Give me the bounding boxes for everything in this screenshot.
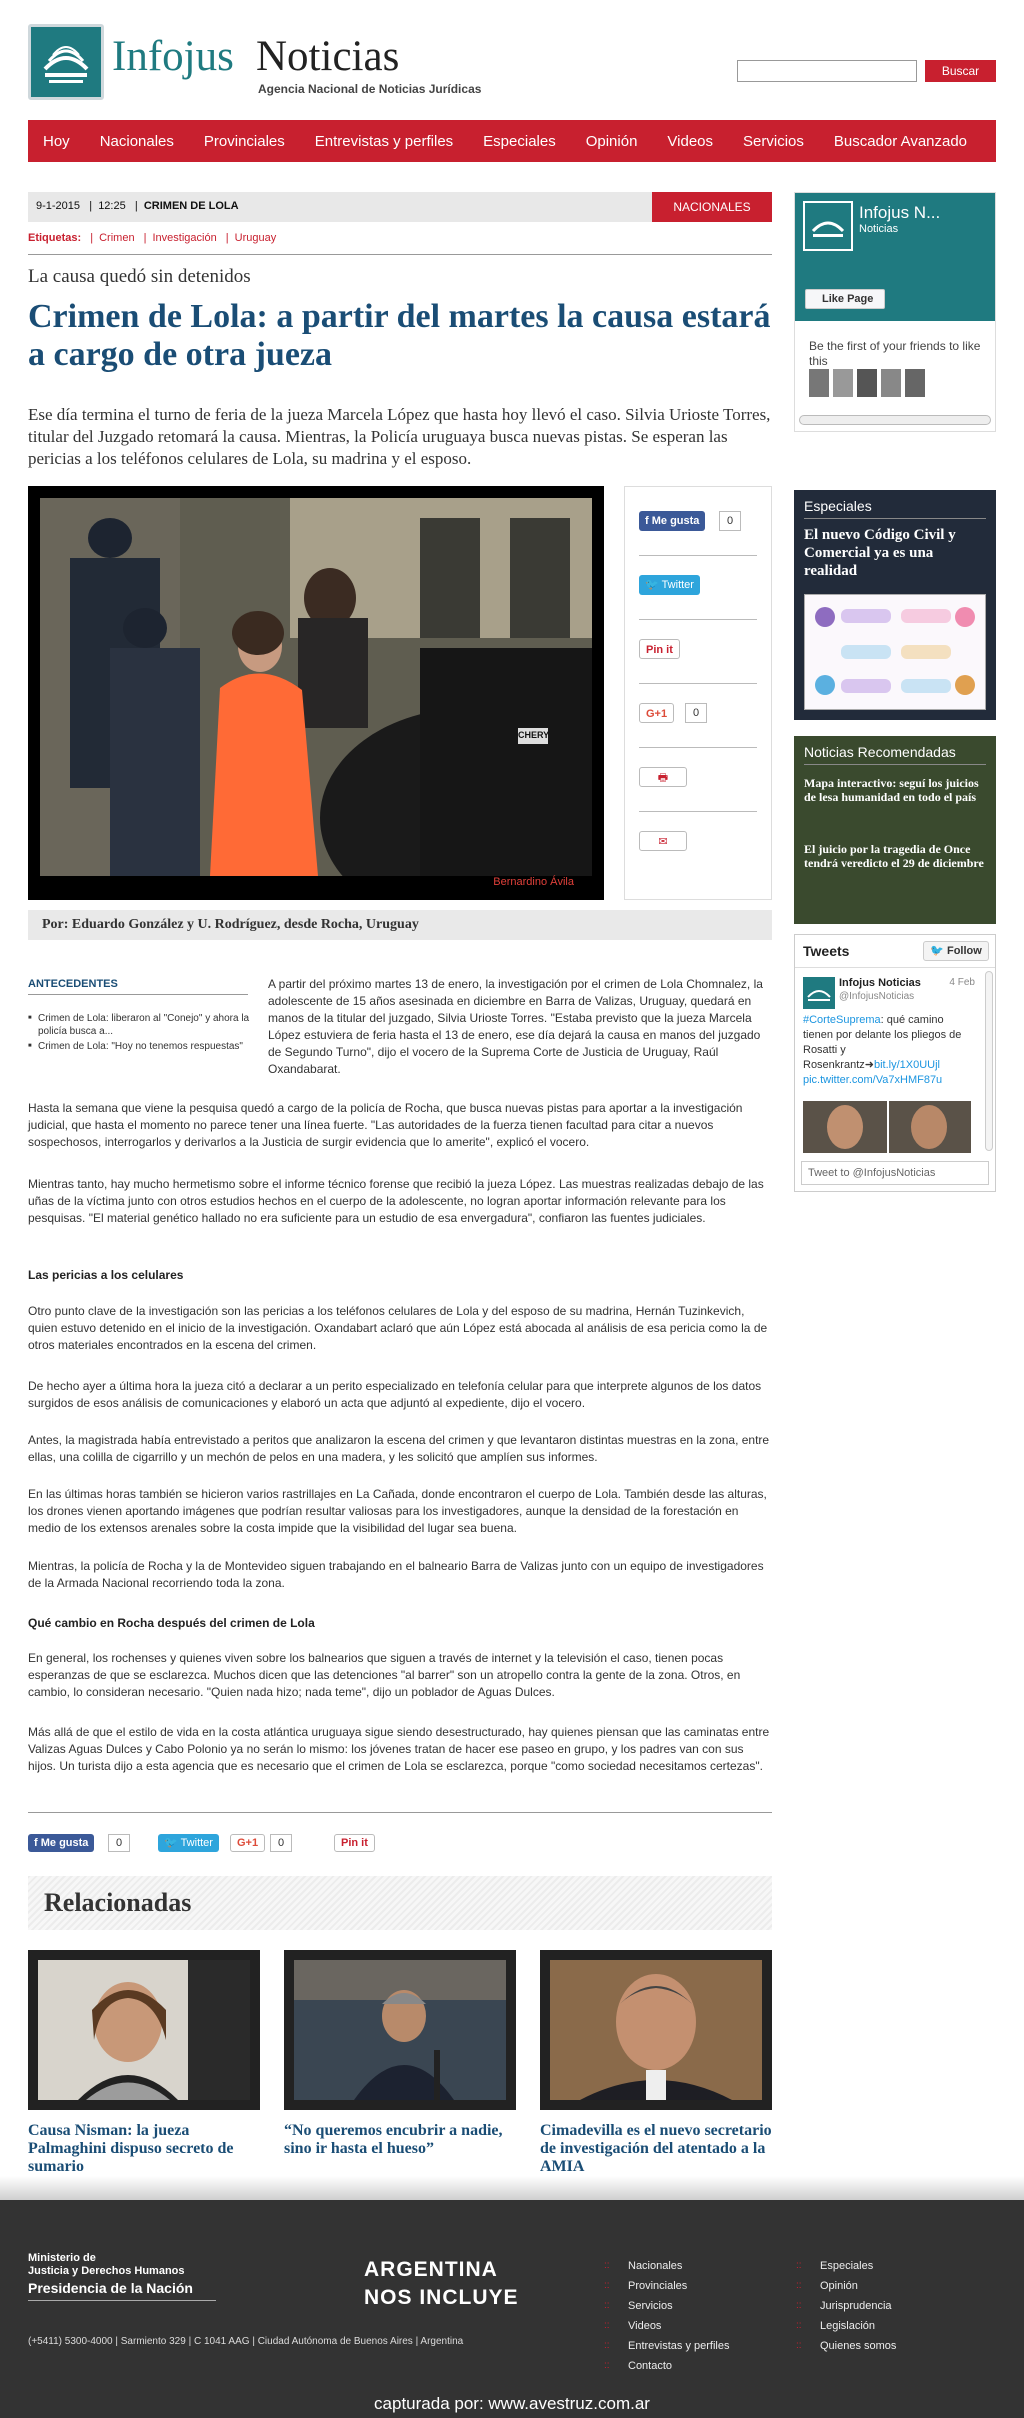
facebook-like-page-button[interactable]: Like Page xyxy=(805,289,885,309)
tweet-text: #CorteSuprema: qué camino tienen por delante los pliegos de Rosatti y Rosenkrantz➜bit.ly/1X0UUjl pic.twitter.com/Va7xHMF87u xyxy=(803,1014,962,1086)
logo-subtitle: Agencia Nacional de Noticias Jurídicas xyxy=(258,82,482,96)
google-plus-button[interactable]: G+1 xyxy=(230,1834,265,1852)
divider xyxy=(639,555,757,556)
logo-text-noticias[interactable]: Noticias xyxy=(256,33,400,80)
tweet-link[interactable]: bit.ly/1X0UUjl xyxy=(873,1059,940,1071)
tags-label: Etiquetas: xyxy=(28,232,82,244)
article-paragraph: A partir del próximo martes 13 de enero, la investigación por el crimen de Lola Chomnalez, la adolescente de 15 años asesinada en diciembre en Barra de Valizas, Uruguay, quedará en manos de la titular del juzgado, Silvia Urioste Torres. "Estaba previsto que la jueza Marcela López estuviera de feria hasta el 13 de enero, ese día dejará la causa en manos del juzgado de Segundo Turno", dijo el vocero de la Suprema Corte de Justicia de Uruguay, Raúl Oxandabarat. xyxy=(268,977,763,1076)
divider xyxy=(639,811,757,812)
article-paragraph: Mientras tanto, hay mucho hermetismo sobre el informe técnico forense que recibió la jueza López. Las muestras realizadas debajo de las uñas de la víctima junto con otros estudios hechos en el cuerpo de la adolescente, no logran aportar información relevante para los pesquisas. "El material genético hallado no era suficiente para un estudio de esa envergadura", confiaron las fuentes judiciales. xyxy=(28,1177,764,1225)
divider xyxy=(804,764,986,765)
avatar[interactable] xyxy=(809,369,829,397)
google-plus-button[interactable]: G+1 xyxy=(639,703,674,723)
article-kicker: La causa quedó sin detenidos xyxy=(28,266,251,287)
twitter-icon: 🐦 xyxy=(930,945,944,957)
nav-item-nacionales[interactable]: Nacionales xyxy=(99,132,174,150)
footer-link[interactable]: Quienes somos xyxy=(820,2340,897,2352)
especiales-image[interactable] xyxy=(804,594,986,710)
avatar[interactable] xyxy=(857,369,877,397)
nav-item-entrevistas[interactable]: Entrevistas y perfiles xyxy=(314,132,454,150)
twitter-button[interactable]: 🐦 Twitter xyxy=(639,575,700,595)
share-column xyxy=(624,486,772,900)
nav-item-provinciales[interactable]: Provinciales xyxy=(203,132,285,150)
byline-bar xyxy=(28,910,772,940)
tweet-link[interactable]: pic.twitter.com/Va7xHMF87u xyxy=(803,1074,943,1086)
bullet-icon: :: xyxy=(796,2260,802,2271)
google-plus-count: 0 xyxy=(685,703,707,723)
divider xyxy=(28,2300,216,2301)
related-image[interactable] xyxy=(28,1950,260,2110)
antecedentes-title: ANTECEDENTES xyxy=(28,978,118,990)
twitter-follow-button[interactable]: 🐦 Follow xyxy=(923,941,989,961)
footer-link[interactable]: Opinión xyxy=(820,2280,858,2292)
footer-address: (+5411) 5300-4000 | Sarmiento 329 | C 1041 AAG | Ciudad Autónoma de Buenos Aires | Argentina xyxy=(28,2336,464,2347)
facebook-icon: f xyxy=(645,515,652,527)
footer-link[interactable]: Contacto xyxy=(628,2360,673,2372)
footer-link[interactable]: Nacionales xyxy=(628,2260,683,2272)
footer-link[interactable]: Jurisprudencia xyxy=(820,2300,892,2312)
section-badge[interactable]: NACIONALES xyxy=(652,192,772,222)
antecedentes-list xyxy=(28,1012,254,1055)
tweet-hashtag[interactable]: #CorteSuprema xyxy=(803,1014,881,1026)
avatar[interactable] xyxy=(905,369,925,397)
article-photo-frame xyxy=(28,486,604,900)
divider xyxy=(639,747,757,748)
nav-item-hoy[interactable]: Hoy xyxy=(43,132,70,150)
recomendadas-heading: Noticias Recomendadas xyxy=(804,744,956,760)
article-date: 9-1-2015 xyxy=(36,200,81,212)
facebook-count: 0 xyxy=(719,511,741,531)
facebook-count: 0 xyxy=(108,1834,130,1852)
capture-watermark: capturada por: www.avestruz.com.ar xyxy=(374,2394,650,2413)
footer-link[interactable]: Especiales xyxy=(820,2260,874,2272)
tweet-date[interactable]: 4 Feb xyxy=(949,977,975,988)
article-photo[interactable] xyxy=(40,498,592,876)
pinterest-button[interactable]: Pin it xyxy=(334,1834,375,1852)
nav-item-videos[interactable]: Videos xyxy=(667,132,714,150)
site-header xyxy=(28,24,996,104)
main-nav xyxy=(28,120,996,162)
related-image[interactable] xyxy=(540,1950,772,2110)
ministerio-logo[interactable]: Ministerio de Justicia y Derechos Humanos xyxy=(28,2252,185,2277)
footer-link[interactable]: Servicios xyxy=(628,2300,673,2312)
print-icon[interactable]: 🖶 xyxy=(639,767,687,787)
recomendadas-widget xyxy=(794,736,996,924)
logo-icon[interactable] xyxy=(28,24,104,100)
tags: Etiquetas: | Crimen | Investigación | Uruguay xyxy=(28,232,277,244)
avatar[interactable] xyxy=(833,369,853,397)
facebook-like-button[interactable]: f Me gusta xyxy=(639,511,705,531)
related-headline[interactable]: Cimadevilla es el nuevo secretario de investigación del atentado a la AMIA xyxy=(540,2122,772,2175)
photo-credit: Bernardino Ávila xyxy=(493,876,574,888)
article-lead: Ese día termina el turno de feria de la jueza Marcela López que hasta hoy llevó el caso. Silvia Urioste Torres, titular del Juzgado retomará la causa. Mientras, la Policía uruguaya busca nuevas pistas. Se esperan las pericias a los teléfonos celulares de Lola, su madrina y el esposo. xyxy=(28,405,771,468)
search-input[interactable] xyxy=(737,60,917,82)
tag-link[interactable]: Investigación xyxy=(152,232,217,244)
bullet-icon: :: xyxy=(796,2300,802,2311)
nav-item-buscador[interactable]: Buscador Avanzado xyxy=(833,132,968,150)
nav-item-opinion[interactable]: Opinión xyxy=(585,132,638,150)
bullet-icon: :: xyxy=(604,2300,610,2311)
tweet-photo[interactable] xyxy=(803,1101,971,1153)
horizontal-scrollbar[interactable] xyxy=(799,415,991,425)
tag-link[interactable]: Crimen xyxy=(99,232,135,244)
tweets-heading: Tweets xyxy=(803,943,850,959)
divider xyxy=(639,619,757,620)
tag-link[interactable]: Uruguay xyxy=(234,232,277,244)
bullet-icon: :: xyxy=(796,2280,802,2291)
antecedentes-link[interactable]: ■ Crimen de Lola: "Hoy no tenemos respuestas" xyxy=(28,1040,254,1053)
facebook-social-text: Be the first of your friends to like this xyxy=(809,339,981,368)
twitter-icon: 🐦 xyxy=(164,1837,181,1849)
related-headline[interactable]: Causa Nisman: la jueza Palmaghini dispuso secreto de sumario xyxy=(28,2122,234,2175)
divider xyxy=(28,254,772,255)
antecedentes-link[interactable]: ■ Crimen de Lola: liberaron al "Conejo" y ahora la policía busca a... xyxy=(28,1012,254,1038)
search-button[interactable]: Buscar xyxy=(925,60,996,82)
twitter-icon: 🐦 xyxy=(645,579,662,591)
footer-link[interactable]: Provinciales xyxy=(628,2280,688,2292)
bullet-icon: :: xyxy=(604,2340,610,2351)
especiales-widget xyxy=(794,490,996,720)
facebook-widget xyxy=(794,192,996,432)
bullet-icon: :: xyxy=(604,2260,610,2271)
divider xyxy=(28,1812,772,1813)
tweet-author-handle[interactable]: @InfojusNoticias xyxy=(839,991,915,1002)
facebook-icon: f xyxy=(34,1837,41,1849)
bullet-icon: :: xyxy=(604,2280,610,2291)
divider xyxy=(795,967,995,968)
especiales-title[interactable]: El nuevo Código Civil y Comercial ya es una realidad xyxy=(804,527,956,579)
article-paragraph: Más allá de que el estilo de vida en la costa atlántica uruguaya sigue siendo desestructurado, hay quienes piensan que las caminatas entre Valizas Aguas Dulces y Cabo Polonio ya no serán lo mismo: los jóvenes tratan de hacer ese paseo en grupo, y los padres van con sus hijos. Un turista dijo a esta agencia que es necesario que el crimen de Lola se esclarezca, porque "como sociedad necesitamos certezas". xyxy=(28,1725,770,1773)
footer-link[interactable]: Entrevistas y perfiles xyxy=(628,2340,730,2352)
vertical-scrollbar[interactable] xyxy=(985,971,993,1151)
divider xyxy=(639,683,757,684)
related-image[interactable] xyxy=(284,1950,516,2110)
footer-link[interactable]: Videos xyxy=(628,2320,662,2332)
logo-icon xyxy=(803,201,853,251)
presidencia-logo[interactable]: Presidencia de la Nación xyxy=(28,2280,193,2296)
facebook-like-button[interactable]: f Me gusta xyxy=(28,1834,94,1852)
divider xyxy=(804,518,986,519)
article-paragraph: En las últimas horas también se hicieron varios rastrillajes en La Cañada, donde encontraron el cuerpo de Lola. También desde las alturas, los drones vienen aportando imágenes que podrían resultar valiosas para los investigadores, aunque la densidad de la forestación en medio de los extensos arenales sobre la costa impide que la visibilidad del lugar sea buena. xyxy=(28,1487,767,1535)
argentina-logo: ARGENTINA xyxy=(364,2258,498,2281)
recomendada-link[interactable]: El juicio por la tragedia de Once tendrá veredicto el 29 de diciembre xyxy=(804,842,984,870)
article-topic: CRIMEN DE LOLA xyxy=(143,200,239,212)
related-header xyxy=(28,1876,772,1930)
article-byline: Por: Eduardo González y U. Rodríguez, desde Rocha, Uruguay xyxy=(42,917,419,932)
email-icon[interactable]: ✉ xyxy=(639,831,687,851)
footer-link[interactable]: Legislación xyxy=(820,2320,876,2332)
related-headline[interactable]: “No queremos encubrir a nadie, sino ir hasta el hueso” xyxy=(284,2122,503,2157)
nav-item-servicios[interactable]: Servicios xyxy=(743,132,804,150)
article-paragraph: De hecho ayer a última hora la jueza citó a declarar a un perito especializado en telefonía celular para que interprete algunos de los datos surgidos de esos análisis de comunicaciones y elaboró un acta que adjuntó al expediente, dijo el vocero. xyxy=(28,1379,762,1410)
logo-text[interactable]: Infojus xyxy=(112,33,234,80)
article-paragraph: En general, los rochenses y quienes viven sobre los balnearios que siguen a través de internet y la televisión el caso, tienen pocas esperanzas de que se esclarezca. Muchos dicen que las detenciones "al barrer" son un atropello contra la gente de la zona. Otros, en cambio, lo consideran necesario. "Quien nada hizo; nada teme", dijo un poblador de Aguas Dulces. xyxy=(28,1651,741,1699)
especiales-heading: Especiales xyxy=(804,498,872,514)
article-headline: Crimen de Lola: a partir del martes la causa estará a cargo de otra jueza xyxy=(28,298,771,373)
tweet-to-input[interactable]: Tweet to @InfojusNoticias xyxy=(801,1161,989,1185)
avatar[interactable] xyxy=(803,977,835,1009)
nav-item-especiales[interactable]: Especiales xyxy=(483,132,556,150)
facebook-page-name[interactable]: Infojus N... xyxy=(859,203,941,222)
avatar[interactable] xyxy=(881,369,901,397)
argentina-logo-sub: NOS INCLUYE xyxy=(364,2286,519,2309)
bullet-icon: :: xyxy=(796,2340,802,2351)
article-paragraph: Hasta la semana que viene la pesquisa quedó a cargo de la policía de Rocha, que busca nuevas pistas para aportar a la investigación judicial, que hasta el momento no parece tener una línea fuerte. "Las autoridades de la fuerza tienen facultad para citar a nuevos sospechosos, interrogarlos y derivarlos a la Justicia de surgir evidencia que lo amerite", explicó el vocero. xyxy=(28,1101,743,1149)
article-meta: 9-1-2015 | 12:25 | CRIMEN DE LOLA xyxy=(36,200,239,212)
article-paragraph: Mientras, la policía de Rocha y la de Montevideo siguen trabajando en el balneario Barra de Valizas junto con un equipo de investigadores de la Armada Nacional recorriendo toda la zona. xyxy=(28,1559,764,1590)
bullet-icon: :: xyxy=(604,2360,610,2371)
related-title: Relacionadas xyxy=(44,1888,192,1917)
divider xyxy=(28,994,248,995)
footer-shadow xyxy=(0,2176,1024,2200)
twitter-button[interactable]: 🐦 Twitter xyxy=(158,1834,219,1852)
article-paragraph: Otro punto clave de la investigación son las pericias a los teléfonos celulares de Lola y del esposo de su madrina, Hernán Tuzinkevich, quien estuvo detenido en el inicio de la investigación. Oxandabart aclaró que aún López está abocada al análisis de esa pericia como la de otros materiales encontrados en la escena del crimen. xyxy=(28,1304,768,1352)
car-plate: CHERY xyxy=(518,730,550,740)
google-plus-count: 0 xyxy=(270,1834,292,1852)
recomendada-link[interactable]: Mapa interactivo: seguí los juicios de lesa humanidad en todo el país xyxy=(804,776,979,804)
twitter-widget xyxy=(794,934,996,1192)
article-subheading: Las pericias a los celulares xyxy=(28,1268,184,1282)
article-subheading: Qué cambio en Rocha después del crimen de Lola xyxy=(28,1616,315,1630)
pinterest-button[interactable]: Pin it xyxy=(639,639,680,659)
article-meta-bar xyxy=(28,192,772,222)
article-paragraph: Antes, la magistrada había entrevistado a peritos que analizaron la escena del crimen y que levantaron distintas muestras en la zona, entre ellas, una colilla de cigarrillo y un mechón de pelos en una madera, y les solicitó que amplíen sus informes. xyxy=(28,1433,770,1464)
tweet-author-name[interactable]: Infojus Noticias xyxy=(839,977,921,989)
bullet-icon: :: xyxy=(604,2320,610,2331)
bullet-icon: :: xyxy=(796,2320,802,2331)
article-time: 12:25 xyxy=(98,200,126,212)
facebook-page-category: Noticias xyxy=(859,223,899,235)
bottom-share-bar xyxy=(28,1832,772,1856)
